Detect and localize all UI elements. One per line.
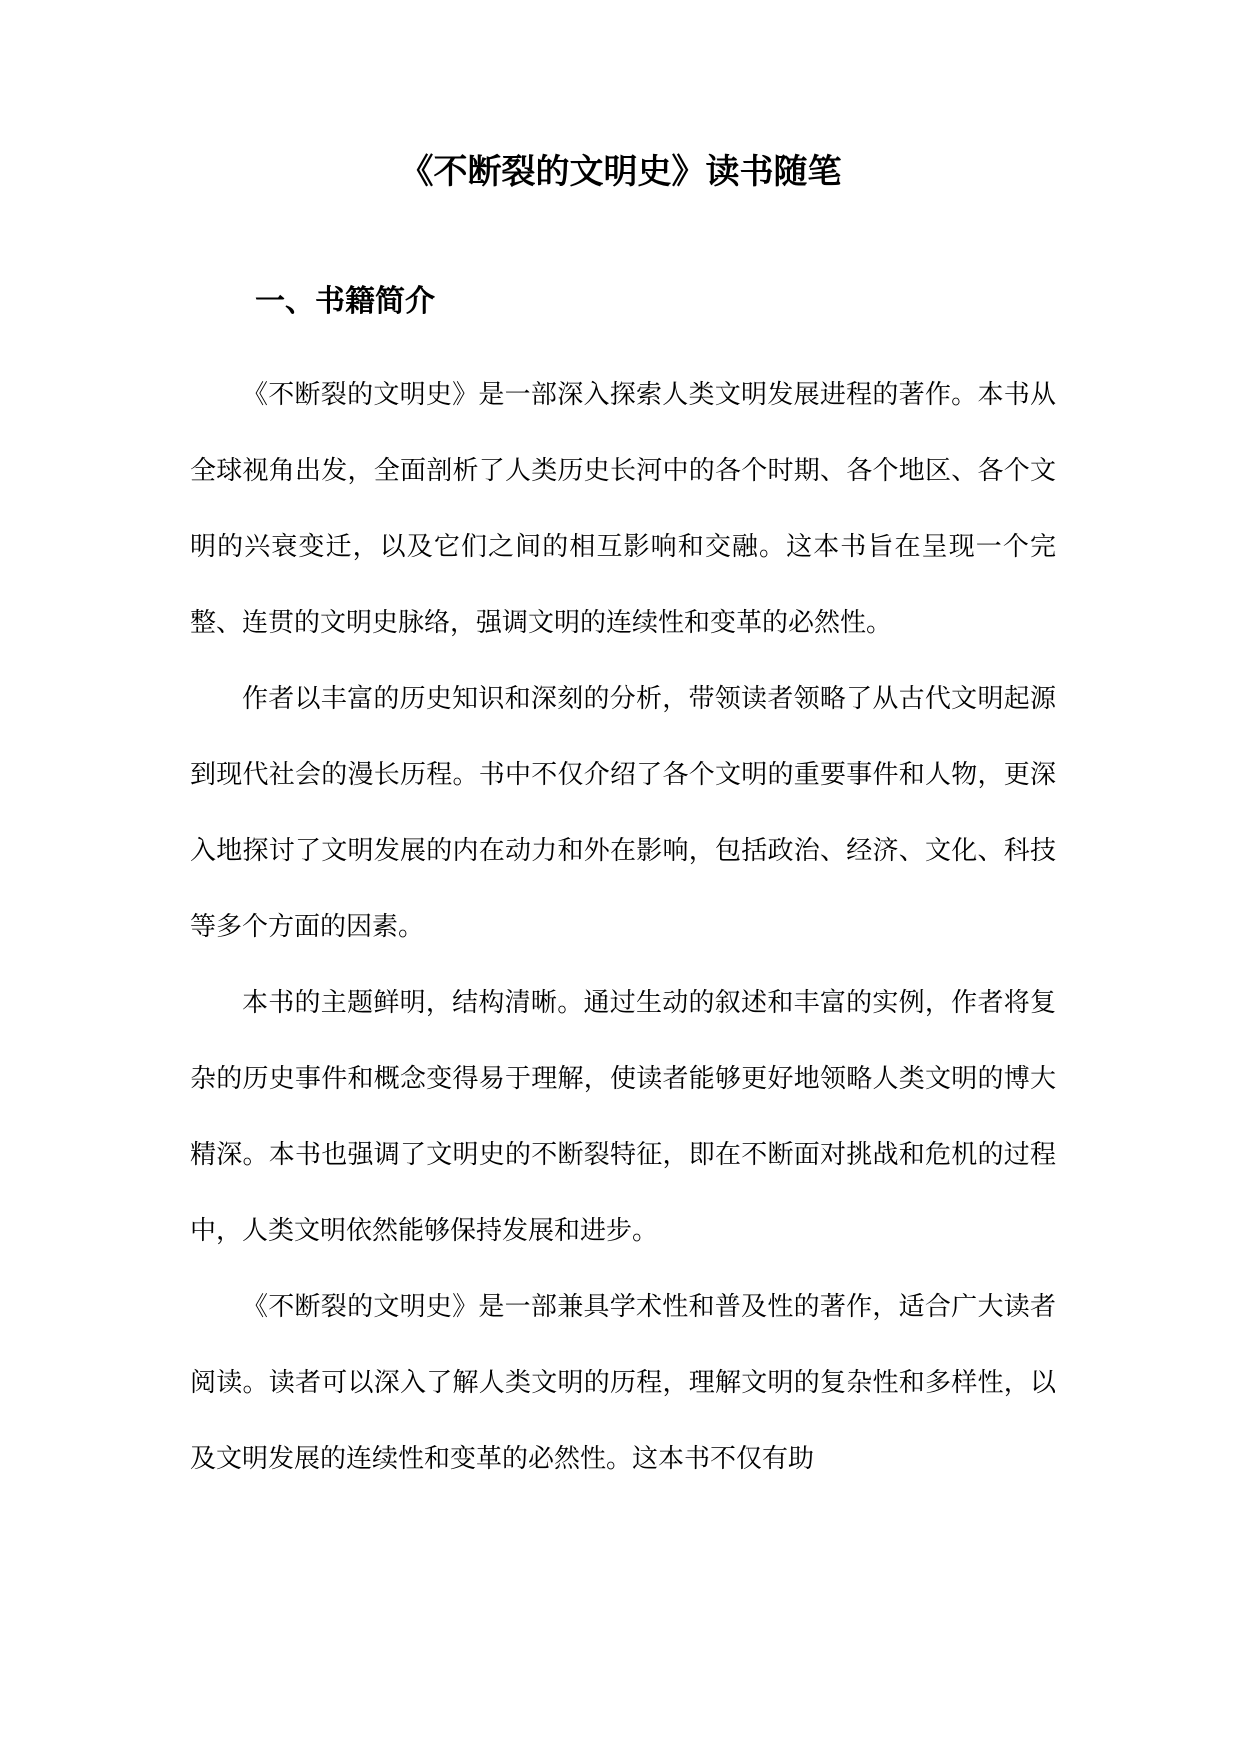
paragraph-2: 作者以丰富的历史知识和深刻的分析，带领读者领略了从古代文明起源到现代社会的漫长历程。书中不仅介绍了各个文明的重要事件和人物，更深入地探讨了文明发展的内在动力和外在影响，包括政治、经济、文化、科技等多个方面的因素。 [190,684,1056,942]
document-title: 《不断裂的文明史》读书随笔 [399,152,842,192]
body-text [190,357,1056,1497]
paragraph-1: 《不断裂的文明史》是一部深入探索人类文明发展进程的著作。本书从全球视角出发，全面剖析了人类历史长河中的各个时期、各个地区、各个文明的兴衰变迁，以及它们之间的相互影响和交融。这本书旨在呈现一个完整、连贯的文明史脉络，强调文明的连续性和变革的必然性。 [190,380,1056,638]
paragraph-4: 《不断裂的文明史》是一部兼具学术性和普及性的著作，适合广大读者阅读。读者可以深入了解人类文明的历程，理解文明的复杂性和多样性，以及文明发展的连续性和变革的必然性。这本书不仅有助 [190,1292,1056,1474]
paragraph-3: 本书的主题鲜明，结构清晰。通过生动的叙述和丰富的实例，作者将复杂的历史事件和概念变得易于理解，使读者能够更好地领略人类文明的博大精深。本书也强调了文明史的不断裂特征，即在不断面对挑战和危机的过程中，人类文明依然能够保持发展和进步。 [190,988,1056,1246]
section-heading: 一、书籍简介 [255,284,435,319]
